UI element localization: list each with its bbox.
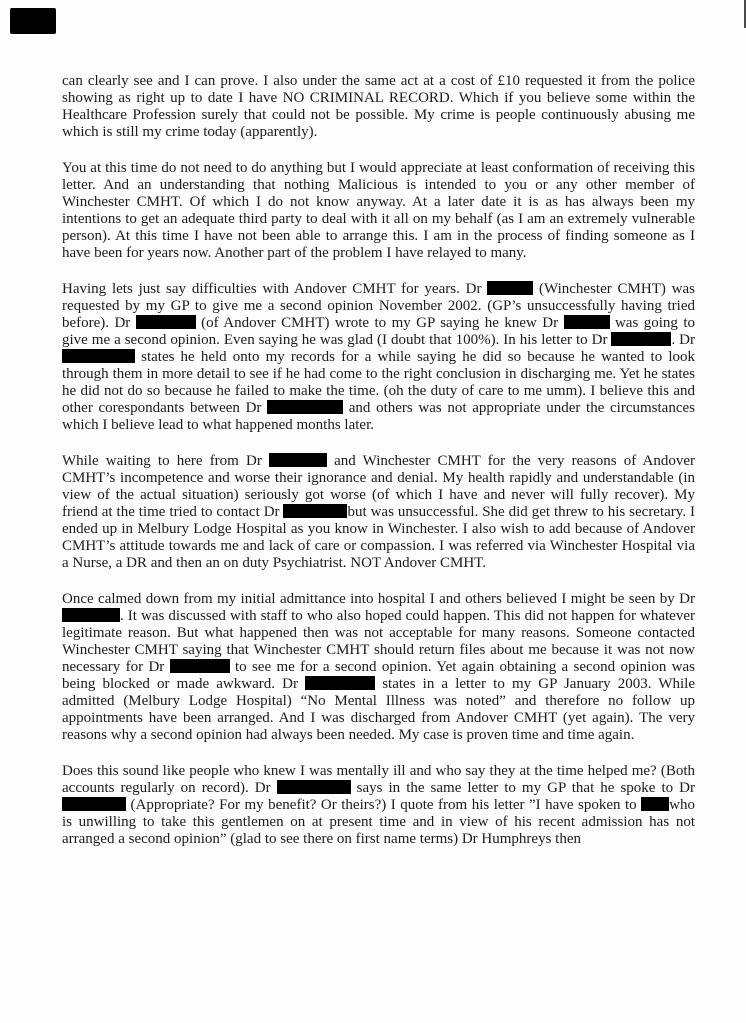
letter-paragraph: Does this sound like people who knew I was mentally ill and who say they at the time helped me? (Both accounts regularly on record). Dr says in the same letter to my GP that he spoke to Dr (Appropriate? For my benefit? Or theirs?) I quote from his letter ”I have spoken to who is unwilling to take this gentlemen on at present time and in view of his recent admission has not arranged a second opinion” (glad to see there on first name terms) Dr Humphreys then [62, 763, 695, 847]
redaction-bar [170, 659, 230, 673]
redaction-bar [136, 315, 196, 329]
redaction-bar [564, 315, 610, 329]
scan-corner-artifact [10, 8, 56, 34]
redaction-bar [267, 400, 343, 414]
letter-paragraph: You at this time do not need to do anything but I would appreciate at least conformation of receiving this letter. And an understanding that nothing Malicious is intended to you or any other member of Winchester CMHT. Of which I do not know anyway. At a later date it is as has always been my intentions to get an adequate third party to deal with it all on my behalf (as I am an extremely vulnerable person). At this time I have not been able to arrange this. I am in the process of finding someone as I have been for years now. Another part of the problem I have relayed to many. [62, 160, 695, 261]
redaction-bar [62, 797, 126, 811]
redaction-bar [487, 281, 533, 295]
redaction-bar [62, 349, 135, 363]
letter-body [62, 73, 695, 867]
redaction-bar [283, 504, 347, 518]
redaction-bar [611, 332, 671, 346]
redaction-bar [305, 676, 375, 690]
letter-paragraph: can clearly see and I can prove. I also under the same act at a cost of £10 requested it from the police showing as right up to date I have NO CRIMINAL RECORD. Which if you believe some within the Healthcare Profession surely that could not be possible. My crime is people continuously abusing me which is still my crime today (apparently). [62, 73, 695, 140]
letter-paragraph: Once calmed down from my initial admittance into hospital I and others believed I might be seen by Dr . It was discussed with staff to who also hoped could happen. This did not happen for whatever legitimate reason. But what happened then was not acceptable for many reasons. Someone contacted Winchester CMHT saying that Winchester CMHT should return files about me because it was not now necessary for Dr to see me for a second opinion. Yet again obtaining a second opinion was being blocked or made awkward. Dr states in a letter to my GP January 2003. While admitted (Melbury Lodge Hospital) “No Mental Illness was noted” and therefore no follow up appointments have been arranged. And I was discharged from Andover CMHT (yet again). The very reasons why a second opinion had always been needed. My case is proven time and time again. [62, 591, 696, 743]
letter-paragraph: While waiting to here from Dr and Winchester CMHT for the very reasons of Andover CMHT’s incompetence and worse their ignorance and denial. My health rapidly and understandable (in view of the actual situation) seriously got worse (of which I have and never will fully recover). My friend at the time tried to contact Dr but was unsuccessful. She did get threw to his secretary. I ended up in Melbury Lodge Hospital as you know in Winchester. I also wish to add because of Andover CMHT’s attitude towards me and lack of care or compassion. I was referred via Winchester Hospital via a Nurse, a DR and then an on duty Psychiatrist. NOT Andover CMHT. [62, 453, 696, 571]
redaction-bar [277, 780, 351, 794]
redaction-bar [269, 453, 327, 467]
redaction-bar [62, 608, 120, 622]
redaction-bar [641, 797, 669, 811]
letter-paragraph: Having lets just say difficulties with Andover CMHT for years. Dr (Winchester CMHT) was requested by my GP to give me a second opinion November 2002. (GP’s unsuccessfully having tried before). Dr (of Andover CMHT) wrote to my GP saying he knew Dr was going to give me a second opinion. Even saying he was glad (I doubt that 100%). In his letter to Dr . Dr states he held onto my records for a while saying he did so because he wanted to look through them in more detail to see if he had come to the right conclusion in discharging me. Yet he states he did not do so because he failed to make the time. (oh the duty of care to me umm). I believe this and other corespondants between Dr and others was not appropriate under the circumstances which I believe lead to what happened months later. [62, 281, 695, 433]
